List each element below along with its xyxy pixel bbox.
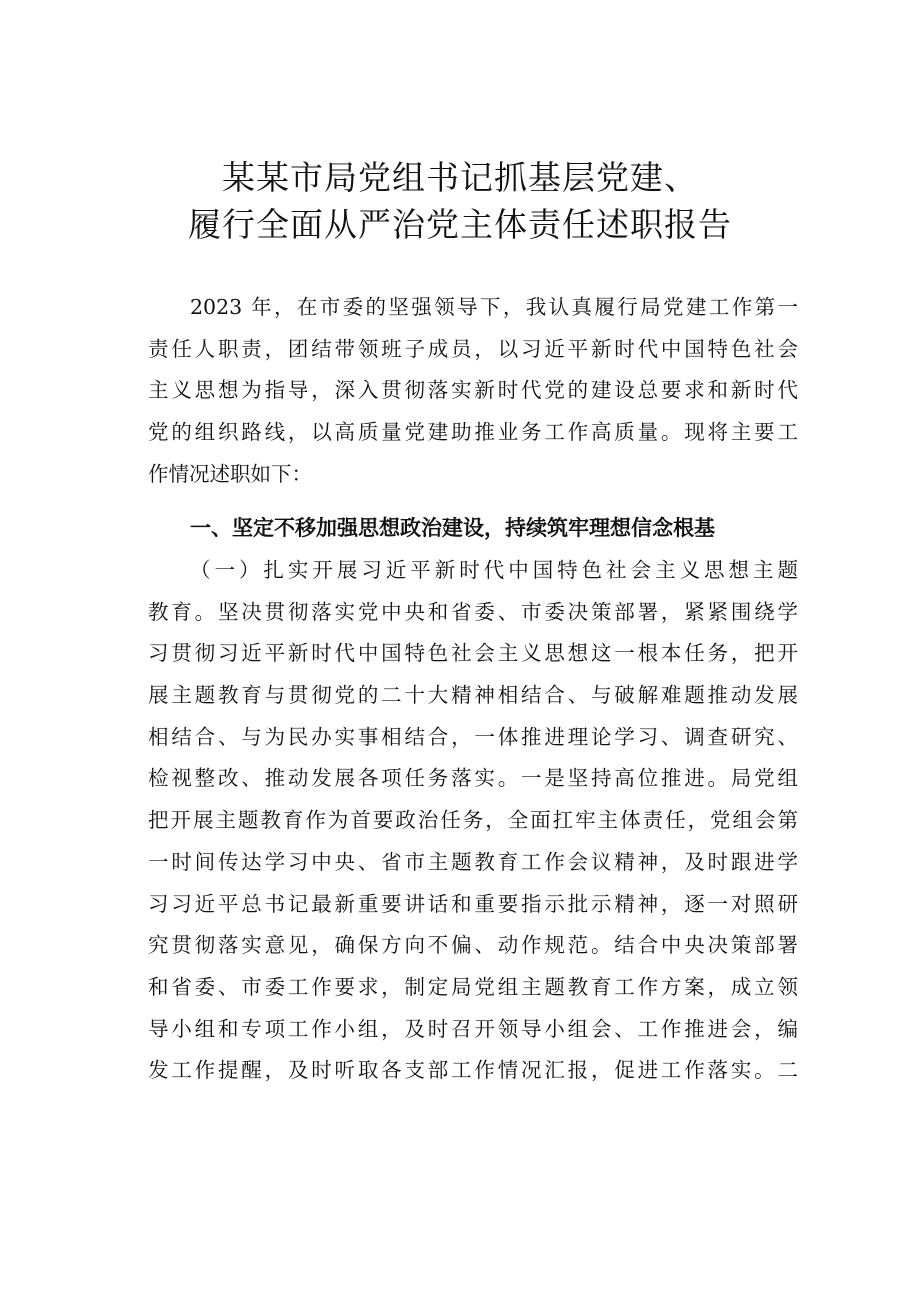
section-1-item-1-paragraph [148, 550, 798, 1092]
paragraph-line: 发工作提醒，及时听取各支部工作情况汇报，促进工作落实。二 [148, 1058, 798, 1083]
intro-line: 2023 年，在市委的坚强领导下，我认真履行局党建工作第一 [190, 295, 798, 319]
title-line-2: 履行全面从严治党主体责任述职报告 [188, 205, 732, 244]
section-1-heading-block [148, 508, 798, 550]
intro-line: 责任人职责，团结带领班子成员，以习近平新时代中国特色社会 [148, 336, 798, 361]
paragraph-line: 习贯彻习近平新时代中国特色社会主义思想这一根本任务，把开 [148, 641, 798, 666]
paragraph-line: 把开展主题教育作为首要政治任务，全面扛牢主体责任，党组会第 [148, 808, 798, 833]
paragraph-line: 究贯彻落实意见，确保方向不偏、动作规范。结合中央决策部署 [148, 933, 798, 958]
paragraph-line: 一时间传达学习中央、省市主题教育工作会议精神，及时跟进学 [148, 849, 798, 874]
paragraph-line: 和省委、市委工作要求，制定局党组主题教育工作方案，成立领 [148, 974, 798, 999]
paragraph-line: 相结合、与为民办实事相结合，一体推进理论学习、调查研究、 [148, 724, 798, 749]
intro-paragraph [148, 287, 798, 495]
paragraph-line: （一）扎实开展习近平新时代中国特色社会主义思想主题 [190, 558, 798, 582]
paragraph-line: 展主题教育与贯彻党的二十大精神相结合、与破解难题推动发展 [148, 683, 798, 708]
intro-line: 作情况述职如下： [148, 461, 312, 486]
document-title [0, 154, 920, 248]
title-line-1: 某某市局党组书记抓基层党建、 [222, 158, 698, 197]
paragraph-line: 习习近平总书记最新重要讲话和重要指示批示精神，逐一对照研 [148, 891, 798, 916]
intro-line: 主义思想为指导，深入贯彻落实新时代党的建设总要求和新时代 [148, 378, 798, 403]
intro-line: 党的组织路线，以高质量党建助推业务工作高质量。现将主要工 [148, 420, 798, 445]
paragraph-line: 导小组和专项工作小组，及时召开领导小组会、工作推进会，编 [148, 1016, 798, 1041]
section-1-heading: 一、坚定不移加强思想政治建设，持续筑牢理想信念根基 [190, 516, 715, 540]
paragraph-line: 检视整改、推动发展各项任务落实。一是坚持高位推进。局党组 [148, 766, 798, 791]
paragraph-line: 教育。坚决贯彻落实党中央和省委、市委决策部署，紧紧围绕学 [148, 599, 798, 624]
